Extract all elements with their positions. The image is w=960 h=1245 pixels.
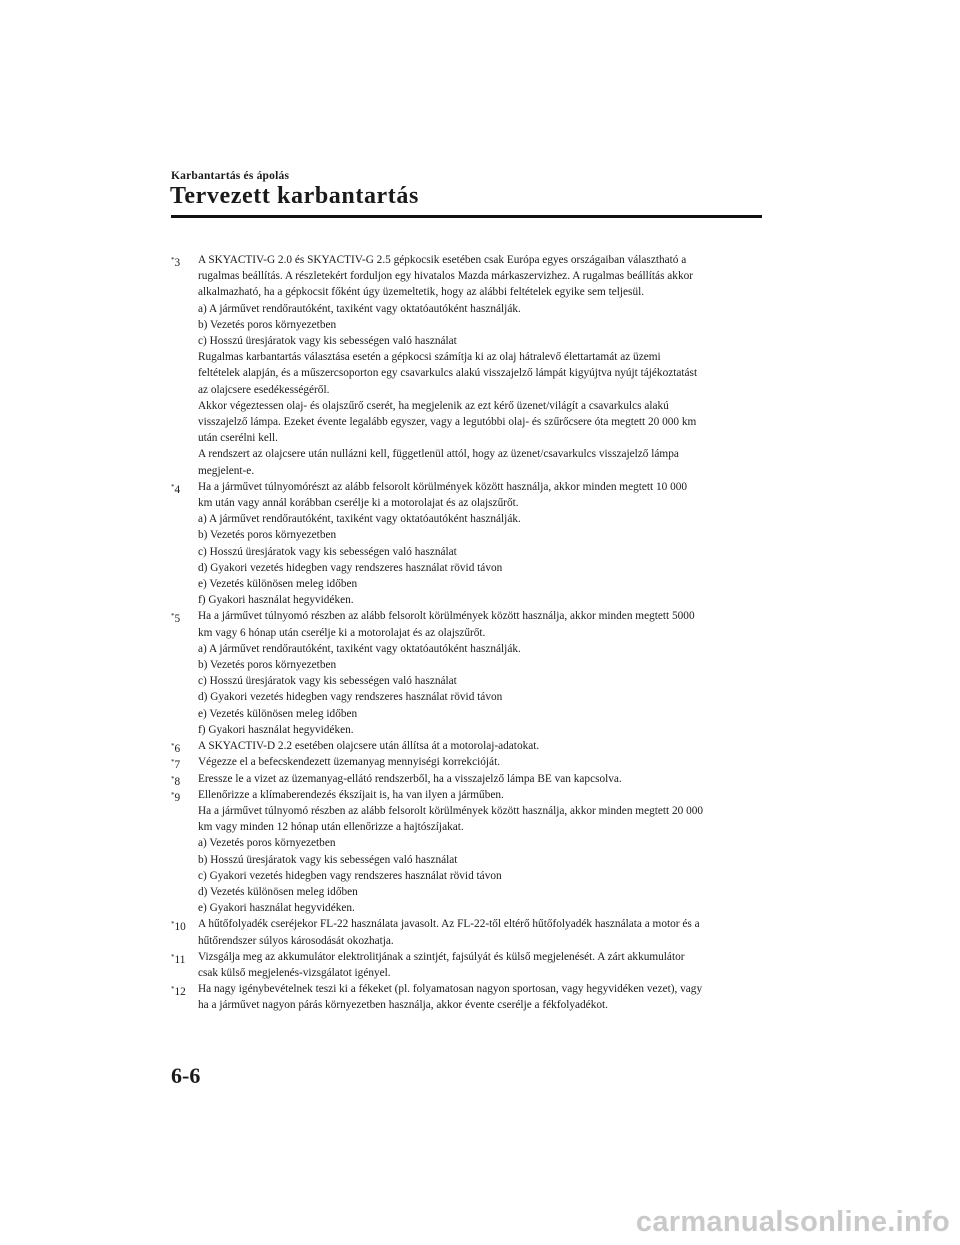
page-number: 6-6 <box>171 1063 201 1088</box>
footnote-number: 7 <box>174 759 181 772</box>
footnote-text <box>198 608 763 738</box>
footnote-text <box>198 787 763 917</box>
footnote-item <box>171 754 763 770</box>
footnote-line: visszajelző lámpa. Ezeket évente legalább egyszer, vagy a legutóbbi olaj- és szűrőcsere óta megtett 20 000 km <box>198 416 697 429</box>
footnote-line: Ha a járművet túlnyomó részben az alább felsorolt körülmények között használja, akkor minden megtett 5000 <box>198 610 695 623</box>
footnote-number: 12 <box>174 986 186 999</box>
footnote-line: ha a járművet nagyon párás környezetben használja, akkor évente cserélje a fékfolyadékot. <box>198 999 608 1012</box>
footnote-line: alkalmazható, ha a gépkocsit főként úgy üzemeltetik, hogy az alábbi feltételek egyike sem teljesül. <box>198 286 645 299</box>
footnote-line: km vagy minden 12 hónap után ellenőrizze a hajtószíjakat. <box>198 821 464 834</box>
footnote-number: 5 <box>174 613 181 626</box>
footnote-text <box>198 479 763 609</box>
footnote-line: c) Gyakori vezetés hidegben vagy rendszeres használat rövid távon <box>198 869 502 882</box>
title-divider <box>171 215 762 218</box>
footnote-number: 11 <box>174 953 186 966</box>
footnote-line: km vagy 6 hónap után cserélje ki a motorolajat és az olajszűrőt. <box>198 626 486 639</box>
footnote-item <box>171 916 763 948</box>
footnote-item <box>171 787 763 917</box>
footnote-line: rugalmas beállítás. A részletekért forduljon egy hivatalos Mazda márkaszervizhez. A rugalmas beállítás akkor <box>198 270 694 283</box>
page-title: Tervezett karbantartás <box>170 183 419 209</box>
footnote-line: b) Vezetés poros környezetben <box>198 529 337 542</box>
footnote-marker <box>171 252 180 271</box>
footnote-item <box>171 738 763 754</box>
footnote-line: f) Gyakori használat hegyvidéken. <box>198 594 354 607</box>
footnote-line: A SKYACTIV-G 2.0 és SKYACTIV-G 2.5 gépkocsik esetében csak Európa egyes országaiban választható a <box>198 254 687 266</box>
footnote-line: megjelent-e. <box>198 464 255 477</box>
footnote-line: a) A járművet rendőrautóként, taxiként vagy oktatóautóként használják. <box>198 513 521 526</box>
footnote-number: 3 <box>174 257 181 269</box>
footnote-line: a) A járművet rendőrautóként, taxiként vagy oktatóautóként használják. <box>198 642 521 655</box>
footnote-line: b) Vezetés poros környezetben <box>198 318 337 331</box>
footnote-line: f) Gyakori használat hegyvidéken. <box>198 723 354 736</box>
asterisk-icon: * <box>171 482 175 491</box>
watermark: carmanualsonline.info <box>635 1206 950 1238</box>
asterisk-icon: * <box>171 774 175 783</box>
footnote-line: Rugalmas karbantartás választása esetén a gépkocsi számítja ki az olaj hátralevő élettartamát az üzemi <box>198 351 661 364</box>
footnote-marker <box>171 981 186 1000</box>
footnote-text <box>198 949 763 981</box>
footnote-line: e) Gyakori használat hegyvidéken. <box>198 902 355 915</box>
footnote-text <box>198 981 763 1013</box>
footnote-line: Vizsgálja meg az akkumulátor elektrolitjának a szintjét, fajsúlyát és külső megjelenését. A zárt akkumulátor <box>198 950 685 963</box>
footnote-text <box>198 771 763 787</box>
footnote-line: csak külső megjelenés-vizsgálatot igényel. <box>198 966 391 979</box>
footnote-text <box>198 916 763 948</box>
footnote-line: Végezze el a befecskendezett üzemanyag mennyiségi korrekcióját. <box>198 756 501 769</box>
footnote-line: d) Gyakori vezetés hidegben vagy rendszeres használat rövid távon <box>198 691 503 704</box>
footnote-line: c) Hosszú üresjáratok vagy kis sebességen való használat <box>198 335 457 348</box>
footnote-line: c) Hosszú üresjáratok vagy kis sebességen való használat <box>198 675 457 688</box>
footnote-line: Akkor végeztessen olaj- és olajszűrő cserét, ha megjelenik az ezt kérő üzenet/világít a csavarkulcs alakú <box>198 399 669 412</box>
footnote-line: e) Vezetés különösen meleg időben <box>198 578 358 591</box>
footnote-number: 9 <box>174 791 181 804</box>
footnote-line: c) Hosszú üresjáratok vagy kis sebességen való használat <box>198 545 457 558</box>
footnote-marker <box>171 787 180 806</box>
footnote-text <box>198 252 763 479</box>
footnote-line: Ha a járművet túlnyomórészt az alább felsorolt körülmények között használja, akkor minden megtett 10 000 <box>198 480 688 493</box>
footnote-number: 10 <box>174 921 186 934</box>
footnote-item <box>171 479 763 609</box>
footnote-item <box>171 252 763 479</box>
footnote-line: e) Vezetés különösen meleg időben <box>198 707 358 720</box>
footnote-line: hűtőrendszer súlyos károsodását okozhatja. <box>198 934 394 947</box>
footnote-number: 4 <box>174 483 181 496</box>
footnote-line: d) Gyakori vezetés hidegben vagy rendszeres használat rövid távon <box>198 561 503 574</box>
footnote-line: feltételek alapján, és a műszercsoporton egy csavarkulcs alakú visszajelző lámpát kigyújtva nyújt tájékoztatást <box>198 367 698 380</box>
footnote-marker <box>171 608 180 627</box>
section-label: Karbantartás és ápolás <box>171 170 290 182</box>
asterisk-icon: * <box>171 952 175 961</box>
asterisk-icon: * <box>171 758 175 767</box>
asterisk-icon: * <box>171 920 175 929</box>
footnote-line: a) Vezetés poros környezetben <box>198 837 336 850</box>
footnote-line: Ha a járművet túlnyomó részben az alább felsorolt körülmények között használja, akkor minden megtett 20 000 <box>198 804 704 817</box>
footnotes-list <box>171 252 763 1014</box>
footnote-line: A rendszert az olajcsere után nullázni kell, függetlenül attól, hogy az üzenet/csavarkulcs visszajelző lámpa <box>198 448 679 461</box>
asterisk-icon: * <box>171 790 175 799</box>
footnote-item <box>171 949 763 981</box>
asterisk-icon: * <box>171 985 175 994</box>
footnote-line: Eressze le a vizet az üzemanyag-ellátó rendszerből, ha a visszajelző lámpa BE van kapcsolva. <box>198 772 622 785</box>
footnote-line: az olajcsere esedékességéről. <box>198 383 330 396</box>
footnote-line: A SKYACTIV-D 2.2 esetében olajcsere után állítsa át a motorolaj-adatokat. <box>198 740 540 753</box>
footnote-line: a) A járművet rendőrautóként, taxiként vagy oktatóautóként használják. <box>198 302 521 315</box>
footnote-marker <box>171 479 180 498</box>
footnote-line: Ha nagy igénybevételnek teszi ki a fékeket (pl. folyamatosan nagyon sportosan, vagy hegyvidéken vezet), vagy <box>198 983 703 996</box>
asterisk-icon: * <box>171 256 175 264</box>
footnote-number: 8 <box>174 775 181 788</box>
footnote-line: A hűtőfolyadék cseréjekor FL-22 használata javasolt. Az FL-22-től eltérő hűtőfolyadék használata a motor és a <box>198 918 700 931</box>
footnote-line: b) Hosszú üresjáratok vagy kis sebességen való használat <box>198 853 458 866</box>
asterisk-icon: * <box>171 612 175 621</box>
asterisk-icon: * <box>171 742 175 751</box>
footnote-item <box>171 608 763 738</box>
footnote-number: 6 <box>174 743 181 756</box>
footnote-line: d) Vezetés különösen meleg időben <box>198 885 358 898</box>
footnote-text <box>198 754 763 770</box>
footnote-marker <box>171 949 185 968</box>
footnote-text <box>198 738 763 754</box>
footnote-line: után cserélni kell. <box>198 432 278 445</box>
footnote-marker <box>171 916 186 935</box>
footnote-line: Ellenőrizze a klímaberendezés ékszíjait is, ha van ilyen a járműben. <box>198 788 504 801</box>
footnote-line: b) Vezetés poros környezetben <box>198 659 337 672</box>
footnote-item <box>171 771 763 787</box>
footnote-line: km után vagy annál korábban cserélje ki a motorolajat és az olajszűrőt. <box>198 497 519 510</box>
footnote-item <box>171 981 763 1013</box>
